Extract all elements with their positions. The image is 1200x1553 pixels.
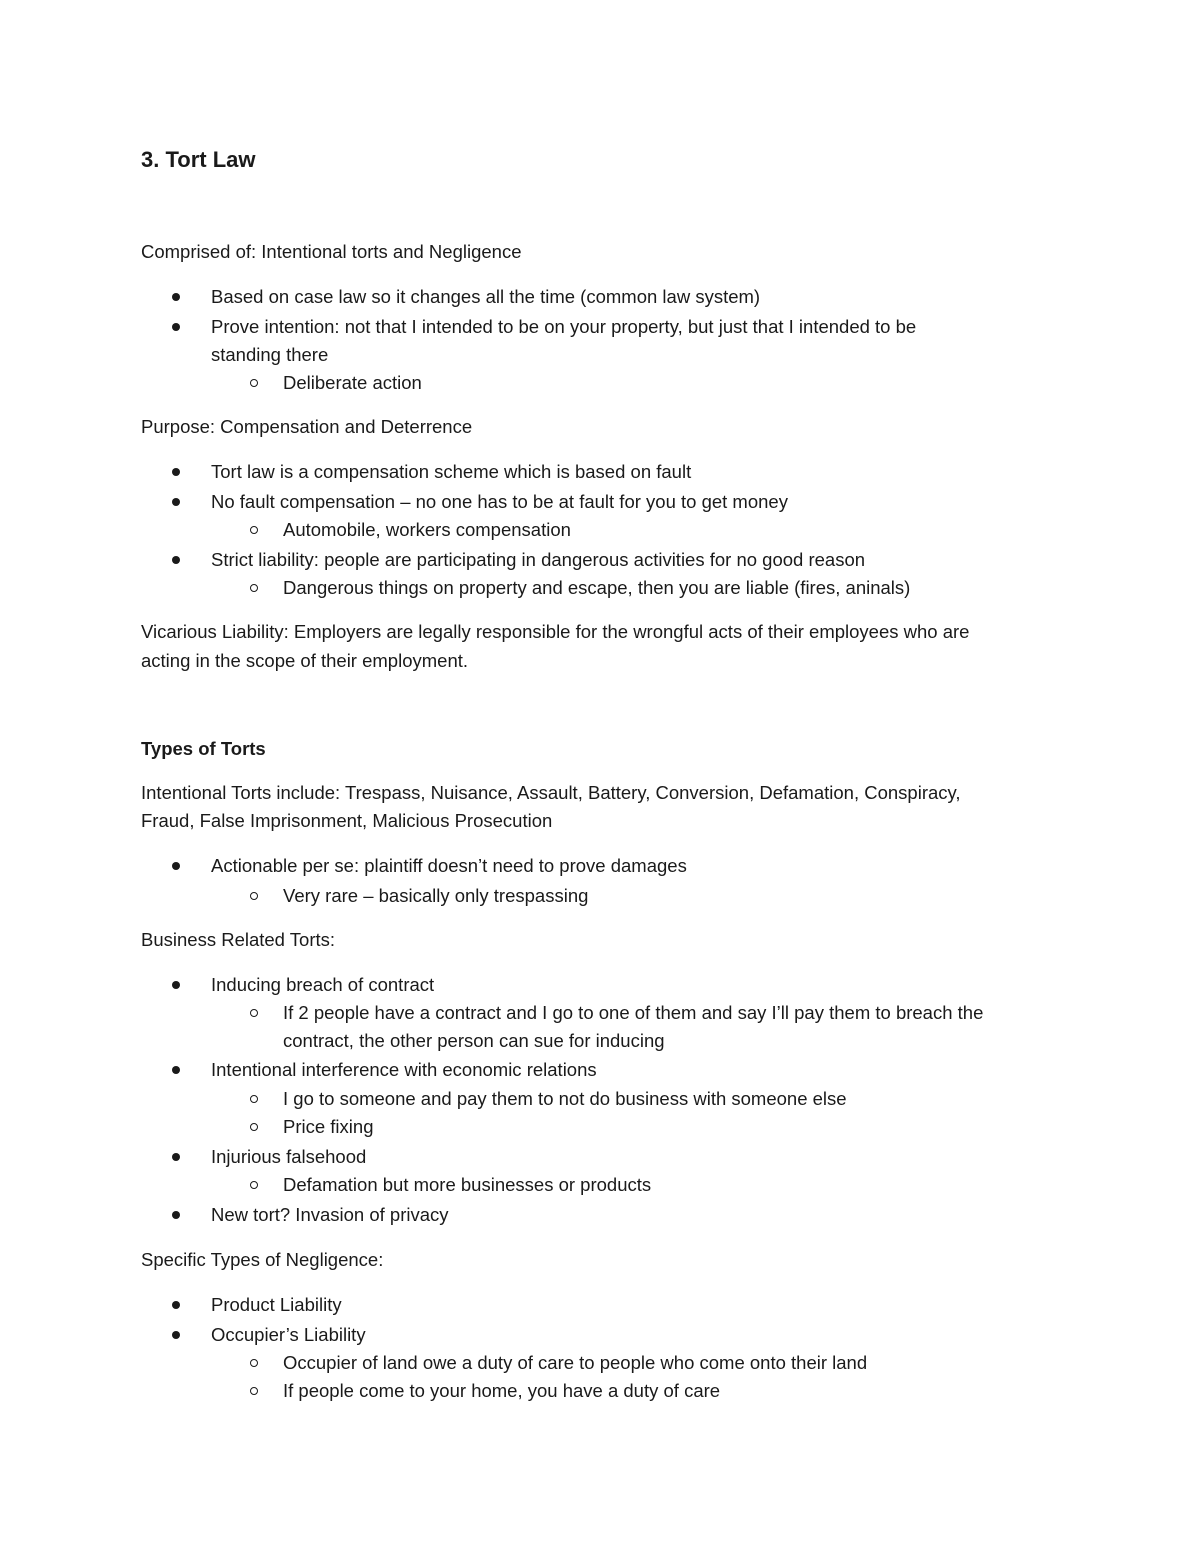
- business-bullet-2: Intentional interference with economic relations: [211, 1059, 597, 1080]
- intentional-bullet-1: Actionable per se: plaintiff doesn’t need to prove damages: [211, 855, 687, 876]
- bullet-icon: [172, 1331, 180, 1339]
- section-heading-types: Types of Torts: [141, 738, 266, 759]
- purpose-sub-bullet-1: Automobile, workers compensation: [283, 519, 571, 540]
- bullet-icon: [172, 981, 180, 989]
- comprised-bullet-1: Based on case law so it changes all the time (common law system): [211, 286, 761, 307]
- bullet-icon: [172, 468, 180, 476]
- business-sub-bullet-1-line-2: contract, the other person can sue for inducing: [283, 1030, 665, 1051]
- bullet-icon: [172, 1301, 180, 1309]
- bullet-icon: [172, 556, 180, 564]
- negligence-intro: Specific Types of Negligence:: [141, 1249, 384, 1270]
- business-bullet-4: New tort? Invasion of privacy: [211, 1204, 449, 1225]
- comprised-sub-bullet-1: Deliberate action: [283, 372, 422, 393]
- business-bullet-3: Injurious falsehood: [211, 1146, 367, 1167]
- sub-bullet-icon: [250, 1123, 258, 1131]
- bullet-icon: [172, 1211, 180, 1219]
- bullet-icon: [172, 293, 180, 301]
- negligence-bullet-2: Occupier’s Liability: [211, 1324, 366, 1345]
- vicarious-line-1: Vicarious Liability: Employers are legally responsible for the wrongful acts of their employees who are: [141, 621, 970, 642]
- sub-bullet-icon: [250, 379, 258, 387]
- business-sub-bullet-1-line-1: If 2 people have a contract and I go to one of them and say I’ll pay them to breach the: [283, 1002, 984, 1023]
- business-sub-bullet-3: Price fixing: [283, 1116, 374, 1137]
- comprised-bullet-2-line-2: standing there: [211, 344, 329, 365]
- sub-bullet-icon: [250, 1387, 258, 1395]
- bullet-icon: [172, 862, 180, 870]
- purpose-intro: Purpose: Compensation and Deterrence: [141, 416, 473, 437]
- sub-bullet-icon: [250, 892, 258, 900]
- comprised-bullet-2-line-1: Prove intention: not that I intended to be on your property, but just that I intended to be: [211, 316, 917, 337]
- purpose-bullet-2: No fault compensation – no one has to be at fault for you to get money: [211, 491, 788, 512]
- bullet-icon: [172, 1066, 180, 1074]
- vicarious-line-2: acting in the scope of their employment.: [141, 650, 469, 671]
- business-sub-bullet-2: I go to someone and pay them to not do business with someone else: [283, 1088, 847, 1109]
- sub-bullet-icon: [250, 1095, 258, 1103]
- sub-bullet-icon: [250, 526, 258, 534]
- bullet-icon: [172, 1153, 180, 1161]
- bullet-icon: [172, 498, 180, 506]
- intentional-sub-bullet-1: Very rare – basically only trespassing: [283, 885, 589, 906]
- page-title: 3. Tort Law: [141, 147, 256, 172]
- intentional-line-2: Fraud, False Imprisonment, Malicious Prosecution: [141, 810, 553, 831]
- purpose-bullet-3: Strict liability: people are participating in dangerous activities for no good reason: [211, 549, 866, 570]
- purpose-sub-bullet-2: Dangerous things on property and escape, then you are liable (fires, aninals): [283, 577, 911, 598]
- sub-bullet-icon: [250, 1181, 258, 1189]
- purpose-bullet-1: Tort law is a compensation scheme which is based on fault: [211, 461, 692, 482]
- negligence-sub-bullet-1: Occupier of land owe a duty of care to people who come onto their land: [283, 1352, 868, 1373]
- business-sub-bullet-4: Defamation but more businesses or products: [283, 1174, 652, 1195]
- sub-bullet-icon: [250, 1009, 258, 1017]
- sub-bullet-icon: [250, 584, 258, 592]
- bullet-icon: [172, 323, 180, 331]
- negligence-sub-bullet-2: If people come to your home, you have a duty of care: [283, 1380, 721, 1401]
- negligence-bullet-1: Product Liability: [211, 1294, 342, 1315]
- comprised-intro: Comprised of: Intentional torts and Negligence: [141, 241, 522, 262]
- sub-bullet-icon: [250, 1359, 258, 1367]
- business-intro: Business Related Torts:: [141, 929, 336, 950]
- business-bullet-1: Inducing breach of contract: [211, 974, 435, 995]
- intentional-line-1: Intentional Torts include: Trespass, Nuisance, Assault, Battery, Conversion, Defamation, Conspiracy,: [141, 782, 961, 803]
